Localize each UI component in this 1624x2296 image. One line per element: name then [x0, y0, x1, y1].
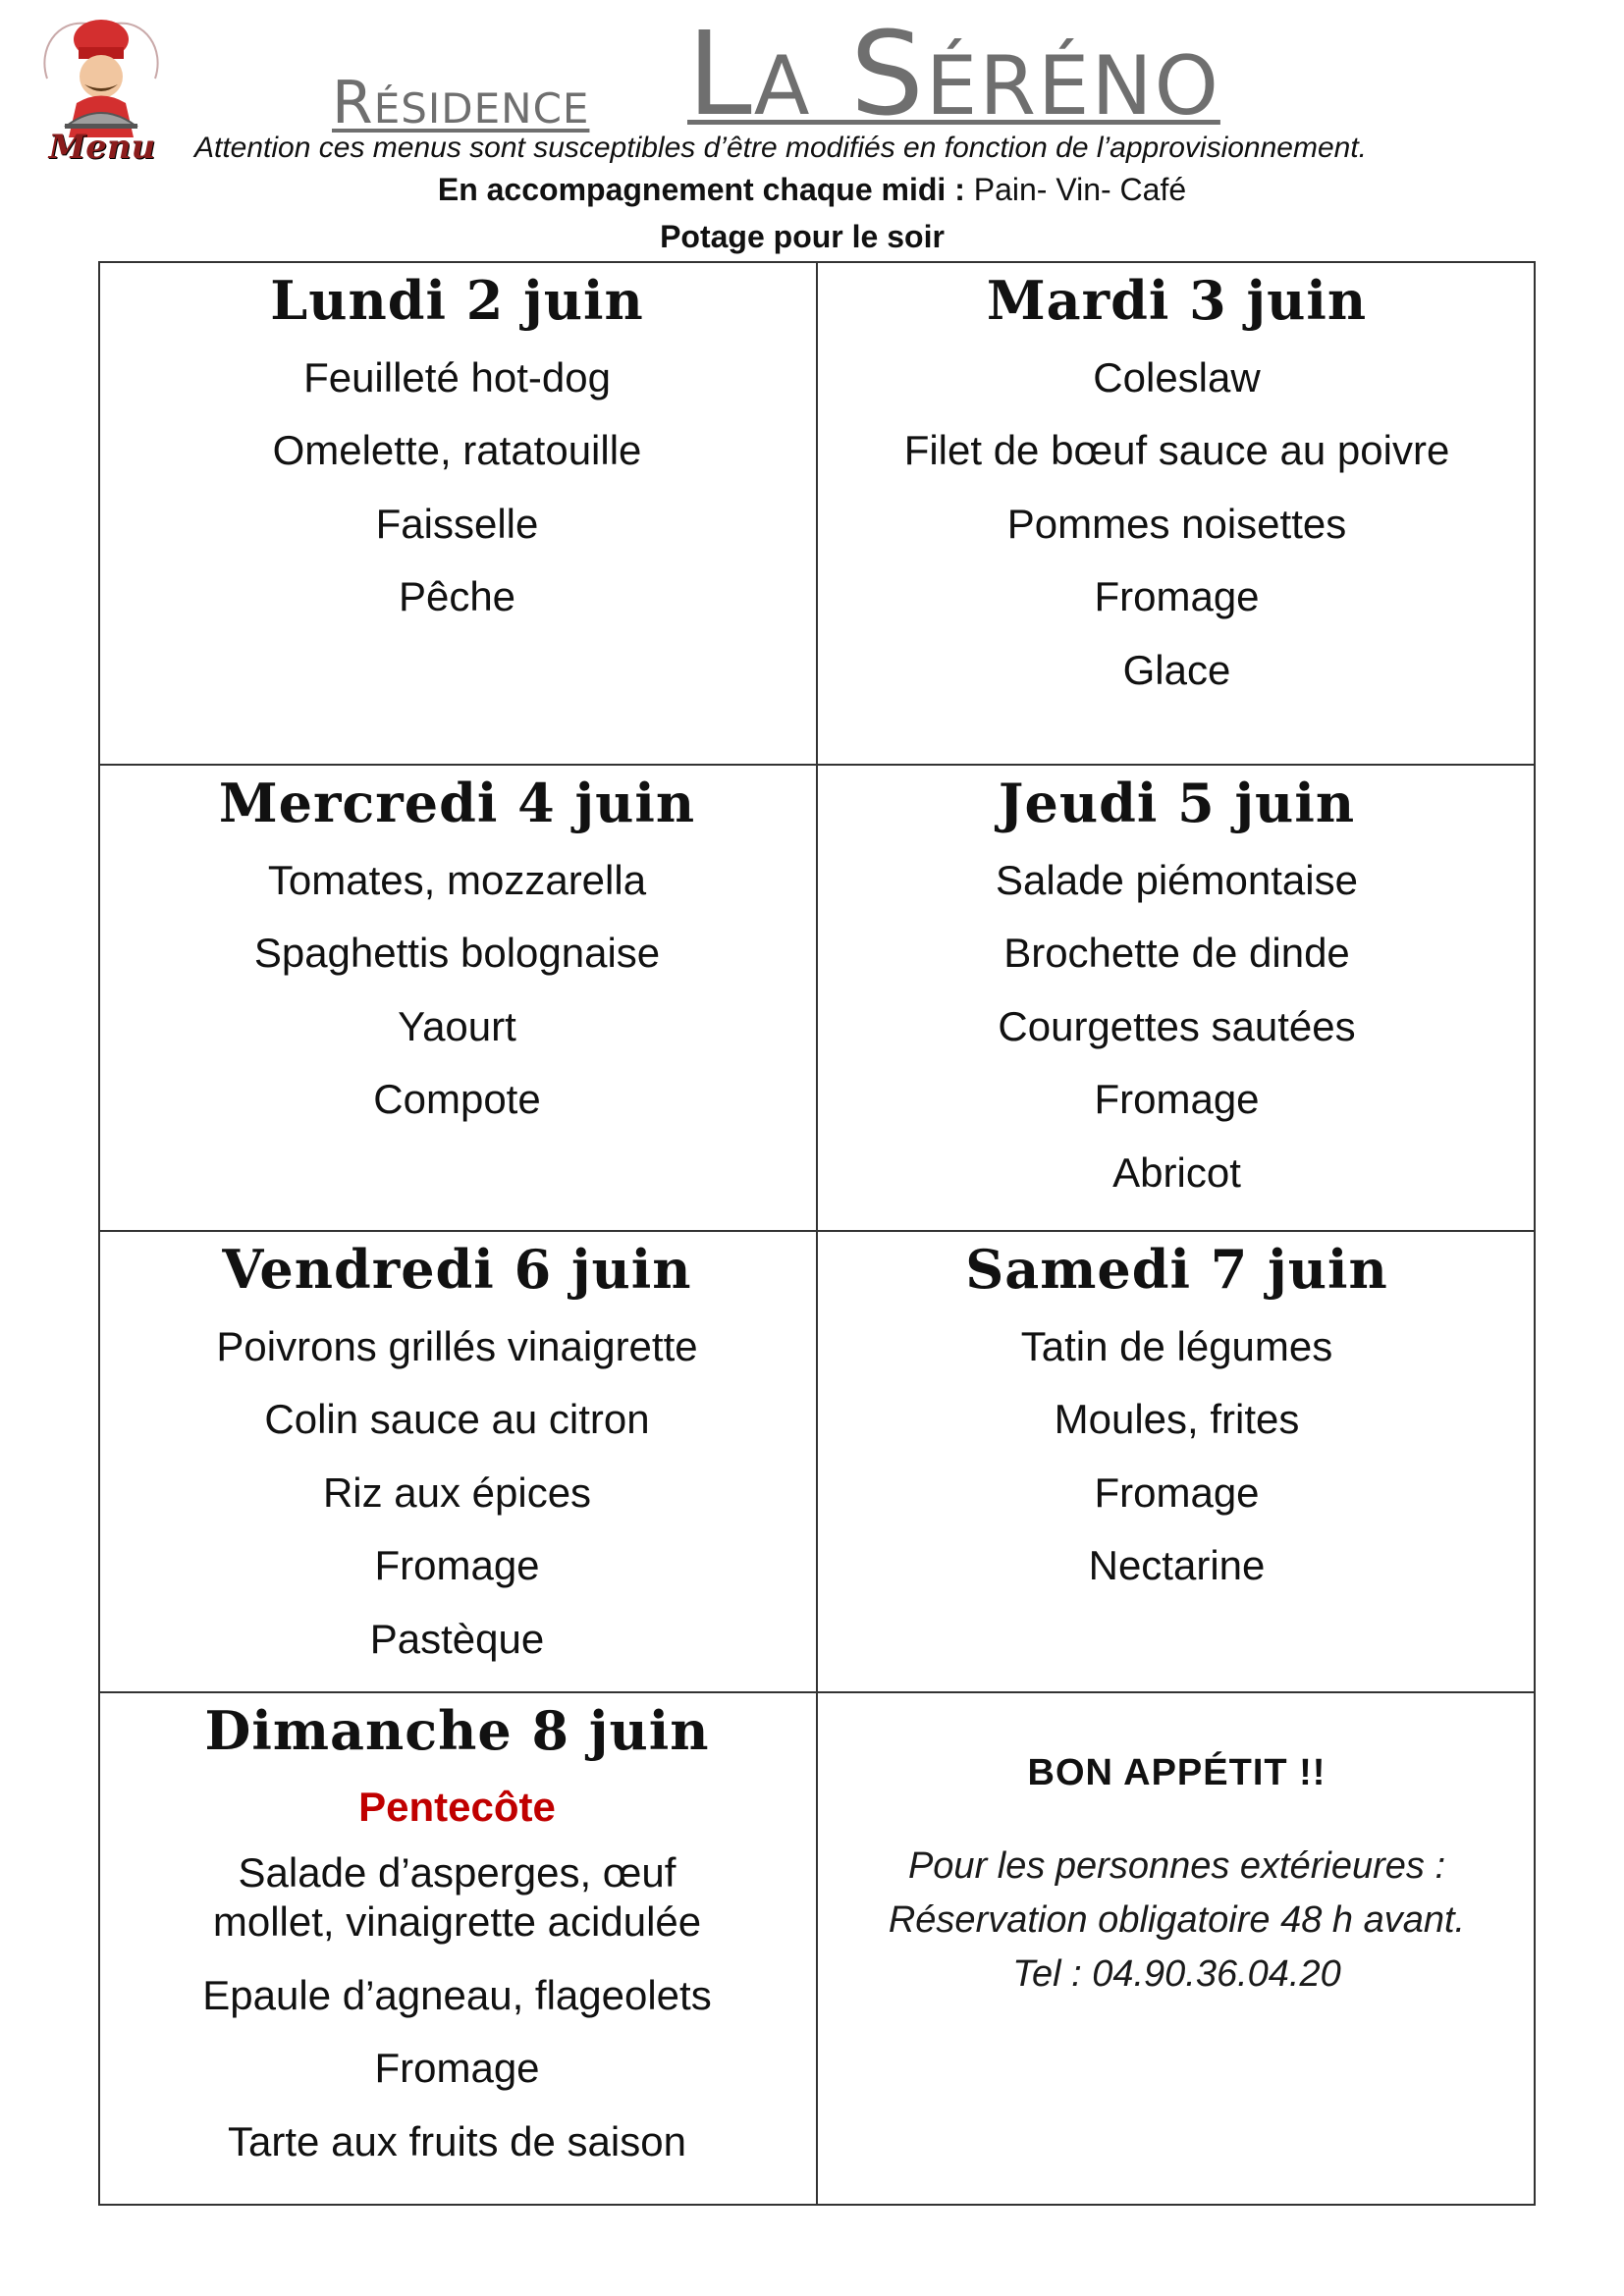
accompaniment-value: Pain- Vin- Café: [964, 172, 1187, 207]
dish: Tarte aux fruits de saison: [228, 2117, 686, 2164]
dish: Fromage: [374, 2045, 540, 2092]
dish: Colin sauce au citron: [264, 1396, 650, 1443]
dish: Filet de bœuf sauce au poivre: [903, 427, 1450, 474]
holiday-label: Pentecôte: [358, 1784, 556, 1830]
logo-text: Menu: [48, 128, 156, 167]
dish: Brochette de dinde: [1003, 930, 1350, 977]
day-cell-saturday: [818, 1232, 1536, 1615]
supply-notice: Attention ces menus sont susceptibles d’être modifiés en fonction de l’approvisionnement.: [194, 132, 1368, 164]
dish: Nectarine: [1088, 1542, 1266, 1589]
dish: Omelette, ratatouille: [272, 427, 642, 474]
dish: Tomates, mozzarella: [267, 857, 647, 903]
dish: Courgettes sautées: [998, 1002, 1356, 1049]
evening-soup-line: Potage pour le soir: [660, 219, 945, 254]
accompaniment-label: En accompagnement chaque midi :: [437, 172, 965, 207]
dish: Fromage: [374, 1542, 540, 1589]
dish: Fromage: [1094, 1468, 1260, 1516]
day-cell-friday: [98, 1232, 816, 1687]
dish: Pêche: [398, 573, 516, 620]
dish: Spaghettis bolognaise: [253, 930, 661, 977]
dish: Salade piémontaise: [996, 857, 1358, 903]
dish: Tatin de légumes: [1020, 1323, 1333, 1369]
dish: Fromage: [1094, 1076, 1260, 1123]
day-cell-tuesday: [818, 263, 1536, 719]
day-title: Jeudi 5 juin: [998, 772, 1356, 834]
dish: Yaourt: [398, 1002, 516, 1049]
accompaniment-line: [0, 172, 1624, 208]
dish: Compote: [373, 1076, 541, 1123]
external-line: Pour les personnes extérieures :: [907, 1845, 1446, 1887]
dish: Riz aux épices: [322, 1468, 592, 1516]
bon-appetit: BON APPÉTIT !!: [1027, 1752, 1326, 1793]
dish: Coleslaw: [1093, 354, 1261, 400]
day-title: Mercredi 4 juin: [218, 772, 696, 834]
day-title: Dimanche 8 juin: [204, 1699, 710, 1762]
dish: Fromage: [1094, 573, 1260, 620]
dish: Pastèque: [369, 1615, 545, 1662]
residence-word: Résidence: [332, 69, 590, 137]
residence-name: La Séréno: [687, 6, 1220, 141]
day-cell-monday: [98, 263, 816, 646]
dish: Pommes noisettes: [1006, 500, 1347, 547]
dish: Abricot: [1112, 1148, 1241, 1196]
day-cell-wednesday: [98, 766, 816, 1148]
info-cell: [818, 1693, 1536, 2002]
dish: Poivrons grillés vinaigrette: [216, 1323, 698, 1369]
dish: Faisselle: [375, 500, 539, 547]
dish: Moules, frites: [1054, 1396, 1300, 1443]
external-info: [818, 1840, 1536, 2002]
dish: Salade d’asperges, œuf mollet, vinaigrette acidulée: [212, 1849, 702, 1946]
dish: Glace: [1122, 646, 1231, 693]
external-line: Réservation obligatoire 48 h avant.: [888, 1899, 1466, 1942]
day-cell-sunday: [98, 1693, 816, 2190]
dish: Epaule d’agneau, flageolets: [202, 1971, 712, 2018]
day-title: Vendredi 6 juin: [222, 1238, 692, 1301]
dish: Feuilleté hot-dog: [303, 354, 611, 400]
day-cell-thursday: [818, 766, 1536, 1221]
title-row: [0, 6, 1624, 141]
day-title: Samedi 7 juin: [965, 1238, 1388, 1301]
phone-number: Tel : 04.90.36.04.20: [1012, 1953, 1341, 1996]
day-title: Lundi 2 juin: [270, 269, 644, 332]
day-title: Mardi 3 juin: [986, 269, 1368, 332]
